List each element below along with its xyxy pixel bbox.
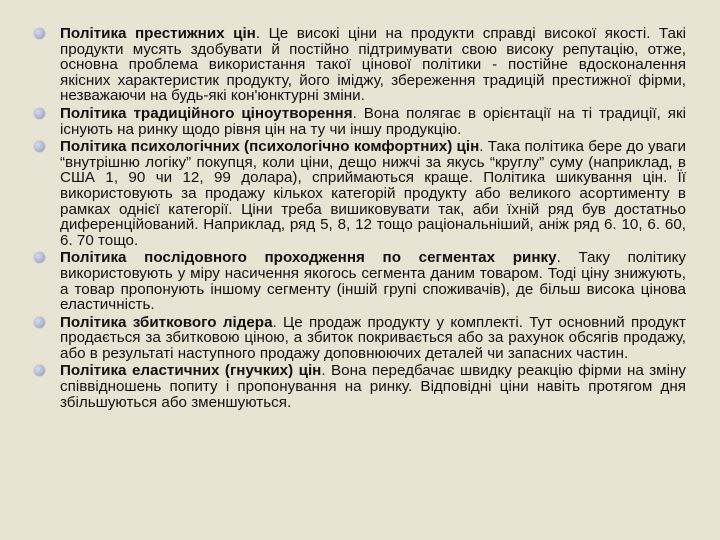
item-text: . Вона полягає в орієнтації на ті традиції, які існують на ринку щодо рівня цін на ту чи іншу продукцію.: [60, 104, 686, 138]
bullet-icon: [34, 317, 45, 328]
item-term: Політика престижних цін: [60, 25, 256, 42]
bullet-icon: [34, 141, 45, 152]
bullet-icon: [34, 108, 45, 119]
list-item: [34, 139, 686, 248]
list-item: [34, 26, 686, 104]
item-text: . Таку політику використовують у міру насичення якогось сегмента даним товаром. Тоді ціну знижують, а товар пропонують іншому сегменту (іншій групі споживачів), де більш висока цінова еластичність.: [60, 249, 687, 314]
item-text: . Це високі ціни на продукти справді високої якості. Такі продукти мусять здобувати й постійно підтримувати свою високу репутацію, отже, основна проблема використання такої цінової політики - постійне вдосконалення якісних характеристик продукту, його іміджу, збереження традицій престижної фірми, незважаючи на будь-які кон'юнктурні зміни.: [60, 25, 686, 105]
bullet-icon: [34, 28, 45, 39]
item-term: Політика еластичних (гнучких) цін: [60, 362, 322, 380]
policy-list: [34, 26, 686, 410]
item-text: . Вона передбачає швидку реакцію фірми на зміну співвідношень попиту і пропонування на ринку. Відповідні ціни навіть протягом дня збільшуються або зменшуються.: [60, 362, 686, 411]
list-item: [34, 363, 686, 410]
list-item: [34, 315, 686, 362]
item-term: Політика послідовного проходження по сегментах ринку: [60, 249, 557, 267]
item-text: . Це продаж продукту у комплекті. Тут основний продукт продається за збитковою ціною, а збиток покривається або за рахунок обсягів продажу, або в результаті наступного продажу доповнюючих деталей чи запасних частин.: [60, 313, 686, 362]
item-term: Політика психологічних (психологічно комфортних) цін: [60, 138, 480, 156]
bullet-icon: [34, 252, 45, 263]
item-term: Політика збиткового лідера: [60, 313, 273, 331]
item-term: Політика традиційного ціноутворення: [60, 104, 353, 122]
list-item: [34, 106, 686, 137]
bullet-icon: [34, 365, 45, 376]
list-item: [34, 250, 686, 312]
item-text: . Така політика бере до уваги “внутрішню логіку” покупця, коли ціни, дещо нижчі за якусь “круглу” суму (наприклад, в США 1, 90 чи 12, 99 долара), сприймаються краще. Політика шикування цін. Її використовують за продажу кількох категорій продукту або великого асортименту в рамках однієї категорії. Ціни треба вишиковувати так, аби їхній ряд був достатньо диференційований. Наприклад, ряд 5, 8, 12 тощо раціональніший, аніж ряд 6. 10, 6. 60, 6. 70 тощо.: [60, 138, 686, 249]
